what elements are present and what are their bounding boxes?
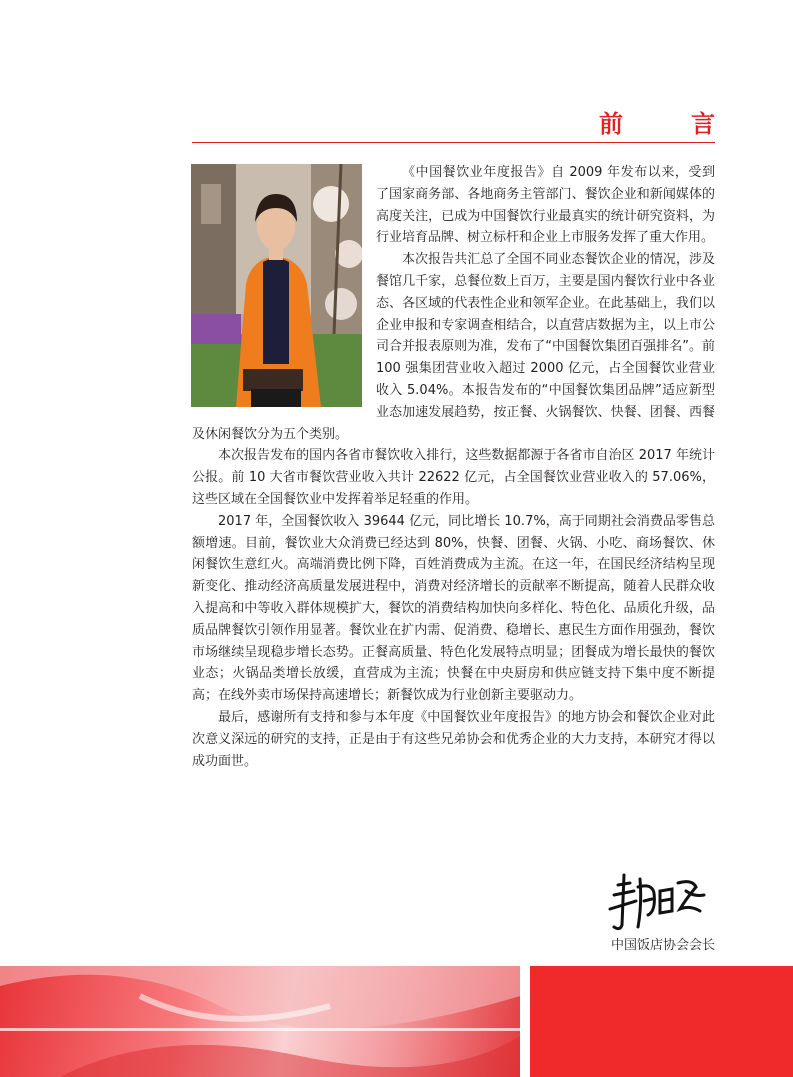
handwritten-signature — [600, 865, 710, 935]
signature-title: 中国饭店协会会长 — [610, 938, 715, 953]
photo-spacer — [192, 162, 376, 408]
paragraph: 本次报告共汇总了全国不同业态餐饮企业的情况，涉及餐馆几千家，总餐位数上百万，主要是国内餐饮行业中各业态、各区域的代表性企业和领军企业。在此基础上，我们以企业申报和专家调查相结合，以直营店数据为主，以上市公司合并报表原则为准，发布了“中国餐饮集团百强排名”。前 100 强集团营业收入超过 2000 亿元，占全国餐饮业营业收入 5.04%。本报告发布的“中国餐饮集团品牌”适应新型业态加速发展趋势，按正餐、火锅餐饮、快餐、团餐、西餐及休闲餐饮分为五个类别。 — [192, 252, 715, 442]
paragraph: 2017 年，全国餐饮收入 39644 亿元，同比增长 10.7%，高于同期社会消费品零售总额增速。目前，餐饮业大众消费已经达到 80%，快餐、团餐、火锅、小吃、商场餐饮、休闲餐饮生意红火。高端消费比例下降，百姓消费成为主流。在这一年，在国民经济结构呈现新变化、推动经济高质量发展进程中，消费对经济增长的贡献率不断提高，随着人民群众收入提高和中等收入群体规模扩大，餐饮的消费结构加快向多样化、特色化、品质化升级，品质品牌餐饮引领作用显著。餐饮业在扩内需、促消费、稳增长、惠民生方面作用强劲，餐饮市场继续呈现稳步增长态势。正餐高质量、特色化发展特点明显；团餐成为增长最快的餐饮业态；火锅品类增长放缓，直营成为主流；快餐在中央厨房和供应链支持下集中度不断提高；在线外卖市场保持高速增长；新餐饮成为行业创新主要驱动力。 — [192, 513, 715, 704]
decorative-band-right — [530, 966, 793, 1077]
paragraph: 最后，感谢所有支持和参与本年度《中国餐饮业年度报告》的地方协会和餐饮企业对此次意义深远的研究的支持，正是由于有这些兄弟协会和优秀企业的大力支持，本研究才得以成功面世。 — [192, 709, 715, 769]
paragraph: 本次报告发布的国内各省市餐饮收入排行，这些数据都源于各省市自治区 2017 年统计公报。前 10 大省市餐饮营业收入共计 22622 亿元，占全国餐饮业营业收入的 57.06%，这些区域在全国餐饮业中发挥着举足轻重的作用。 — [192, 448, 715, 507]
decorative-band-left — [0, 966, 520, 1077]
title-rule — [192, 142, 715, 143]
body-text — [192, 162, 715, 772]
paragraph: 《中国餐饮业年度报告》自 2009 年发布以来，受到了国家商务部、各地商务主管部门、餐饮企业和新闻媒体的高度关注，已成为中国餐饮行业最真实的统计研究资料，为行业培育品牌、树立标杆和企业上市服务发挥了重大作用。 — [376, 165, 715, 246]
page-title: 前 言 — [599, 110, 737, 138]
